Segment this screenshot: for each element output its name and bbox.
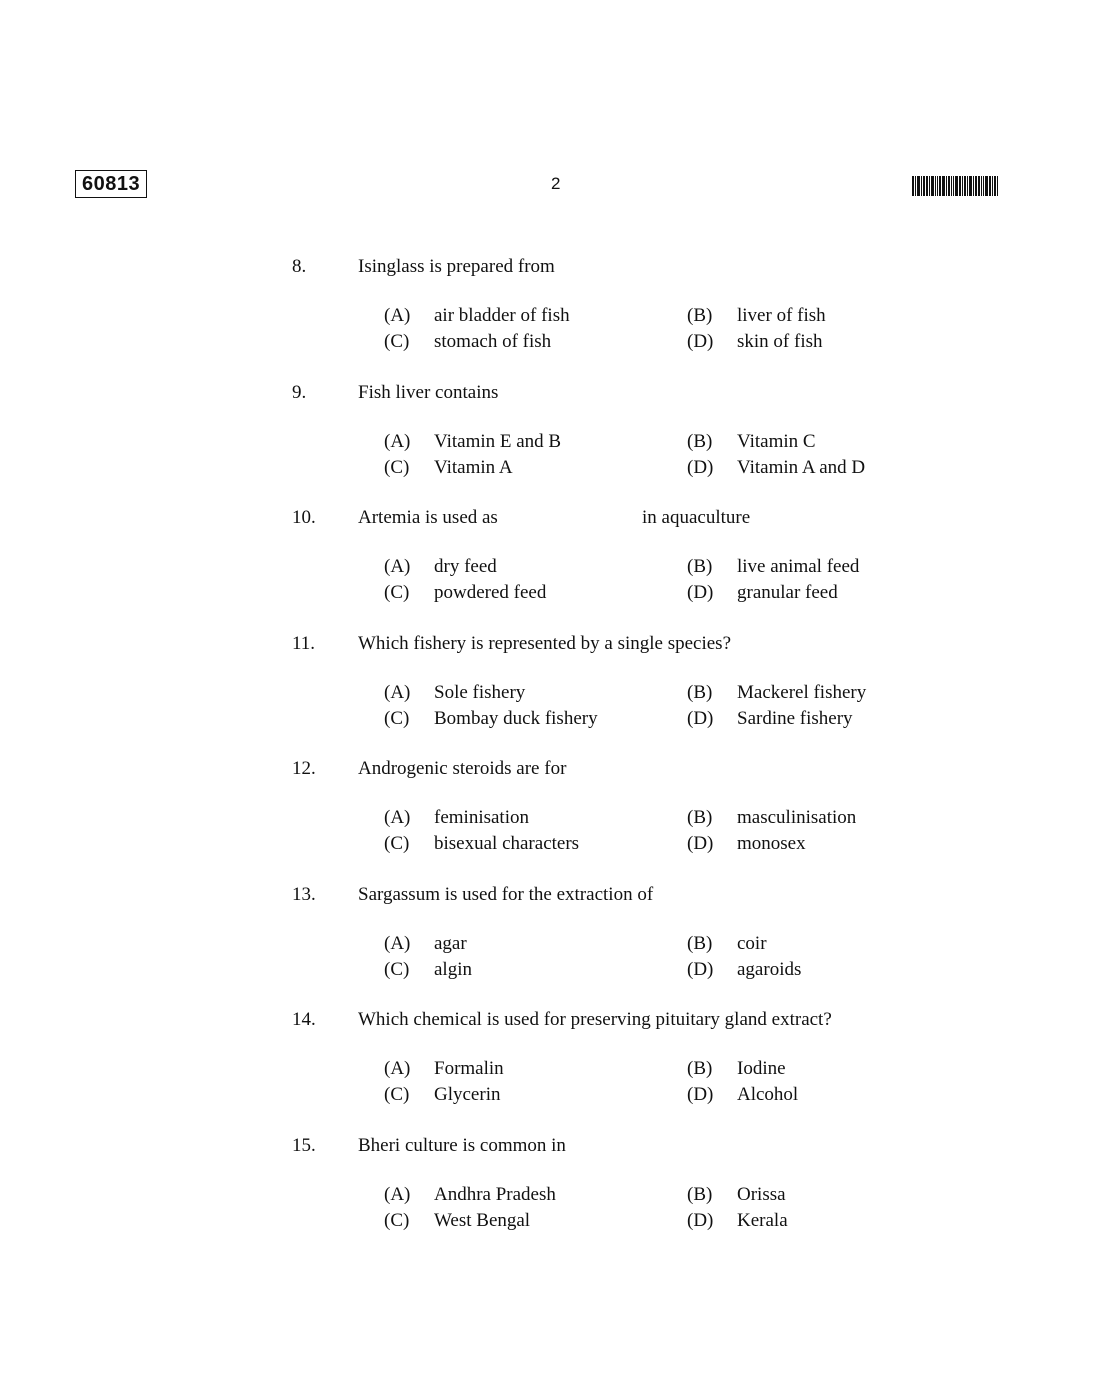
option-letter: (C) <box>384 708 410 729</box>
option-text: liver of fish <box>737 305 826 326</box>
question-text-continuation: in aquaculture <box>642 507 751 528</box>
option-letter: (D) <box>687 331 714 352</box>
option-b <box>687 431 816 453</box>
option-letter: (D) <box>687 1084 714 1105</box>
option-b <box>687 682 866 704</box>
option-letter: (A) <box>384 933 411 954</box>
option-b <box>687 556 859 578</box>
option-text: West Bengal <box>434 1210 531 1231</box>
option-text: bisexual characters <box>434 833 580 854</box>
option-text: Vitamin C <box>737 431 816 452</box>
option-letter: (B) <box>687 682 713 703</box>
option-letter: (B) <box>687 1058 713 1079</box>
option-c <box>384 331 551 353</box>
question-number: 12. <box>292 758 316 779</box>
option-c <box>384 457 513 479</box>
option-text: skin of fish <box>737 331 823 352</box>
option-text: granular feed <box>737 582 838 603</box>
option-text: Kerala <box>737 1210 788 1231</box>
paper-code: 60813 <box>75 170 147 198</box>
option-a <box>384 807 529 829</box>
option-a <box>384 933 467 955</box>
option-text: Sole fishery <box>434 682 526 703</box>
option-c <box>384 833 579 855</box>
option-text: Vitamin E and B <box>434 431 562 452</box>
option-text: Sardine fishery <box>737 708 853 729</box>
option-a <box>384 305 570 327</box>
option-text: live animal feed <box>737 556 860 577</box>
option-letter: (B) <box>687 431 713 452</box>
option-letter: (A) <box>384 1058 411 1079</box>
page-number: 2 <box>551 174 561 193</box>
option-d <box>687 457 865 479</box>
option-c <box>384 708 598 730</box>
option-letter: (C) <box>384 582 410 603</box>
option-c <box>384 1084 500 1106</box>
option-letter: (C) <box>384 331 410 352</box>
question-text: Isinglass is prepared from <box>358 256 555 277</box>
option-d <box>687 959 801 981</box>
option-b <box>687 807 856 829</box>
question-number: 14. <box>292 1009 316 1030</box>
option-letter: (C) <box>384 833 410 854</box>
option-letter: (A) <box>384 556 411 577</box>
option-a <box>384 1184 556 1206</box>
option-d <box>687 582 838 604</box>
option-letter: (B) <box>687 1184 713 1205</box>
option-letter: (D) <box>687 457 714 478</box>
option-d <box>687 708 853 730</box>
question-number: 15. <box>292 1135 316 1156</box>
option-b <box>687 1058 786 1080</box>
option-text: Andhra Pradesh <box>434 1184 556 1205</box>
option-b <box>687 305 826 327</box>
option-letter: (A) <box>384 1184 411 1205</box>
option-text: agar <box>434 933 467 954</box>
option-letter: (C) <box>384 1210 410 1231</box>
option-c <box>384 1210 530 1232</box>
option-letter: (C) <box>384 1084 410 1105</box>
option-text: feminisation <box>434 807 529 828</box>
option-text: Vitamin A and D <box>737 457 866 478</box>
option-d <box>687 331 823 353</box>
option-text: powdered feed <box>434 582 547 603</box>
option-c <box>384 582 546 604</box>
option-d <box>687 1210 788 1232</box>
question-number: 11. <box>292 633 316 654</box>
option-letter: (A) <box>384 682 411 703</box>
option-a <box>384 682 525 704</box>
option-letter: (B) <box>687 305 713 326</box>
option-letter: (C) <box>384 457 410 478</box>
option-text: dry feed <box>434 556 497 577</box>
question-number: 9. <box>292 382 307 403</box>
option-text: coir <box>737 933 767 954</box>
option-text: agaroids <box>737 959 802 980</box>
question-number: 13. <box>292 884 316 905</box>
question-number: 10. <box>292 507 316 528</box>
option-text: algin <box>434 959 472 980</box>
option-text: Bombay duck fishery <box>434 708 598 729</box>
option-letter: (D) <box>687 833 714 854</box>
option-text: stomach of fish <box>434 331 552 352</box>
option-text: Iodine <box>737 1058 786 1079</box>
option-b <box>687 1184 786 1206</box>
option-text: Alcohol <box>737 1084 799 1105</box>
option-b <box>687 933 767 955</box>
question-text: Sargassum is used for the extraction of <box>358 884 654 905</box>
question-text: Fish liver contains <box>358 382 499 403</box>
option-letter: (B) <box>687 807 713 828</box>
option-d <box>687 833 806 855</box>
option-letter: (D) <box>687 1210 714 1231</box>
question-text: Bheri culture is common in <box>358 1135 566 1156</box>
option-a <box>384 1058 504 1080</box>
option-text: monosex <box>737 833 806 854</box>
option-text: Glycerin <box>434 1084 501 1105</box>
option-text: Formalin <box>434 1058 504 1079</box>
option-a <box>384 556 497 578</box>
question-text: Androgenic steroids are for <box>358 758 567 779</box>
option-letter: (A) <box>384 431 411 452</box>
option-text: masculinisation <box>737 807 857 828</box>
barcode-icon <box>912 176 1044 196</box>
option-letter: (B) <box>687 556 713 577</box>
option-letter: (D) <box>687 708 714 729</box>
option-text: Vitamin A <box>434 457 513 478</box>
option-letter: (B) <box>687 933 713 954</box>
option-text: Orissa <box>737 1184 786 1205</box>
question-number: 8. <box>292 256 307 277</box>
option-text: air bladder of fish <box>434 305 570 326</box>
option-letter: (D) <box>687 582 714 603</box>
question-text: Which chemical is used for preserving pituitary gland extract? <box>358 1009 832 1030</box>
option-letter: (C) <box>384 959 410 980</box>
option-a <box>384 431 561 453</box>
question-text: Which fishery is represented by a single species? <box>358 633 732 654</box>
option-letter: (A) <box>384 305 411 326</box>
question-text: Artemia is used as <box>358 507 498 528</box>
option-text: Mackerel fishery <box>737 682 867 703</box>
option-c <box>384 959 472 981</box>
option-letter: (A) <box>384 807 411 828</box>
option-letter: (D) <box>687 959 714 980</box>
option-d <box>687 1084 798 1106</box>
